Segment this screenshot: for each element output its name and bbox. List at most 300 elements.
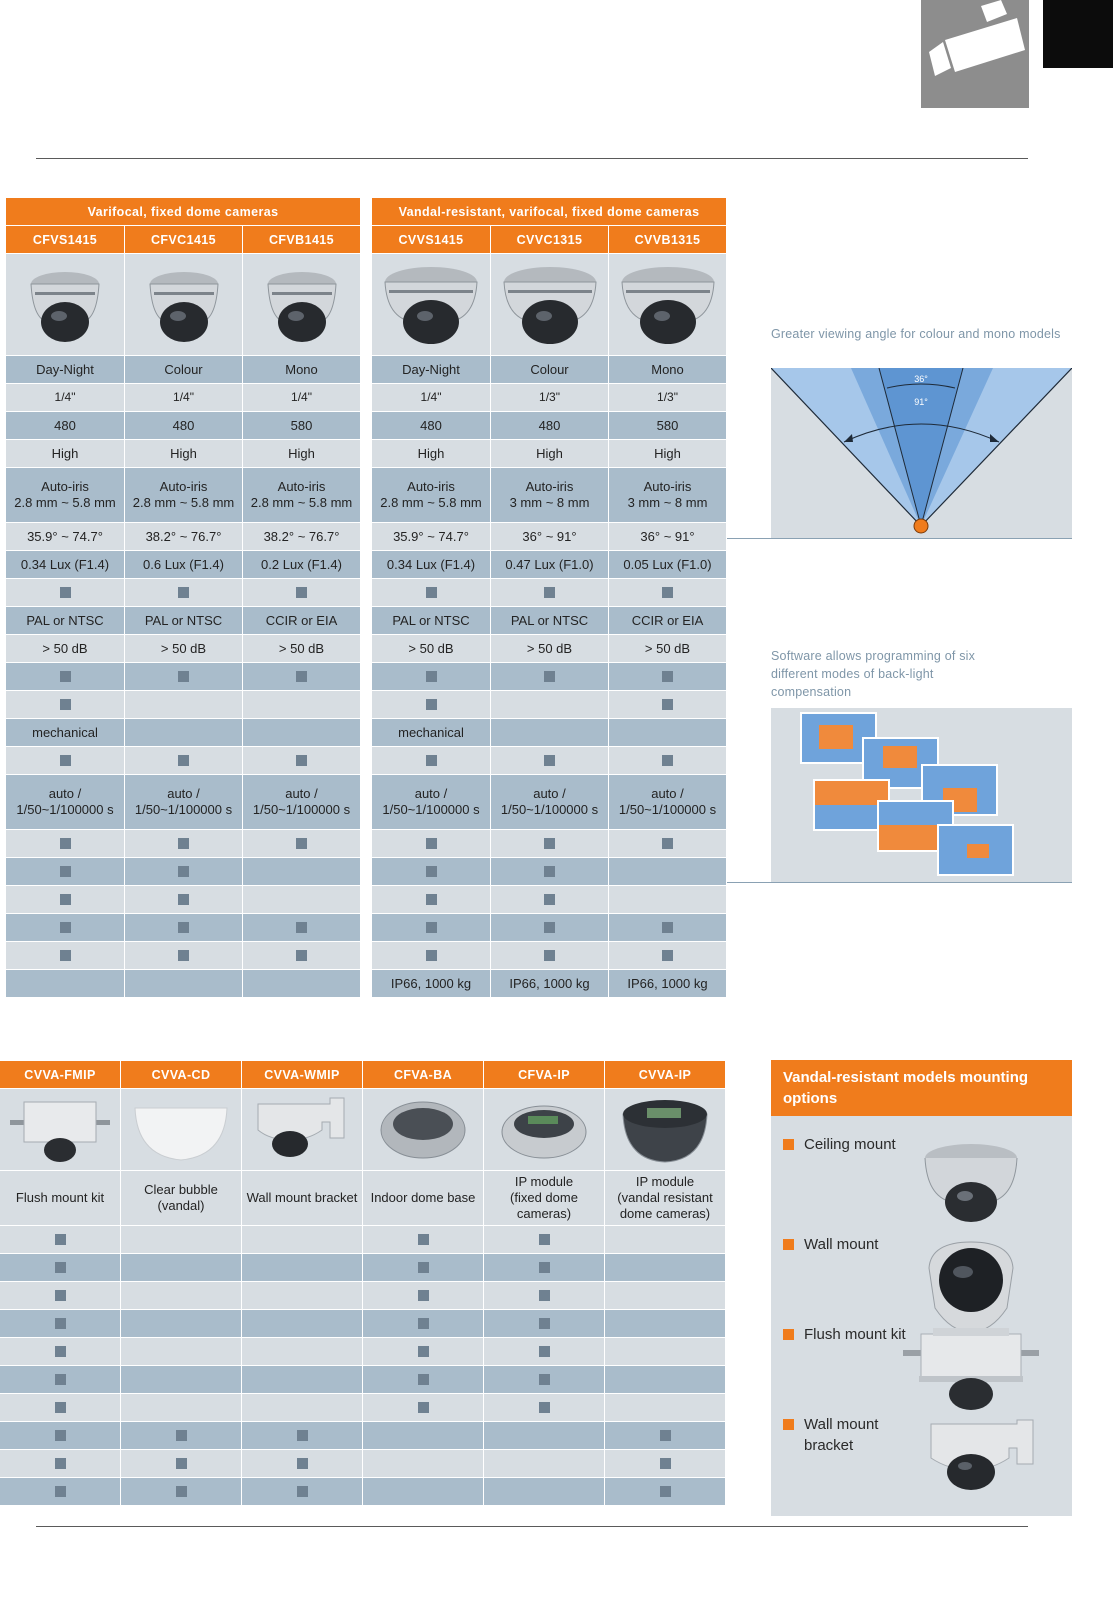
- inner-angle-label: 36°: [914, 374, 928, 384]
- cell-text: > 50 dB: [160, 640, 207, 656]
- fixed-dome-spec-table: [6, 198, 360, 997]
- spec-cell: [491, 579, 608, 606]
- cell-text: auto / 1/50~1/100000 s: [382, 786, 480, 817]
- accessory-cell: [484, 1394, 604, 1421]
- accessory-cell: [484, 1254, 604, 1281]
- cell-text: 580: [656, 417, 679, 433]
- feature-check-icon: [418, 1262, 429, 1273]
- feature-check-icon: [55, 1318, 66, 1329]
- camera-photo-cell: [491, 254, 608, 355]
- spec-cell: [243, 719, 360, 746]
- blc-diagram: [771, 708, 1072, 882]
- feature-check-icon: [55, 1430, 66, 1441]
- feature-check-icon: [418, 1290, 429, 1301]
- mount-option-wall: [783, 1234, 878, 1255]
- spec-cell: [609, 440, 726, 467]
- accessory-name: Clear bubble (vandal): [144, 1182, 218, 1213]
- spec-cell: [372, 719, 490, 746]
- accessory-photo-cell: [242, 1089, 362, 1170]
- model-header: [6, 226, 124, 253]
- spec-cell: [491, 468, 608, 522]
- spec-cell: [491, 412, 608, 439]
- spec-cell: [125, 607, 242, 634]
- spec-cell: [125, 579, 242, 606]
- sensor-size-text: 1/3": [657, 389, 678, 404]
- accessory-cell: [605, 1310, 725, 1337]
- spec-cell: [372, 970, 490, 997]
- spec-cell: [6, 468, 124, 522]
- spec-cell: [125, 663, 242, 690]
- spec-cell: [372, 551, 490, 578]
- spec-cell: [6, 747, 124, 774]
- cell-text: High: [417, 445, 445, 461]
- feature-check-icon: [55, 1486, 66, 1497]
- feature-check-icon: [539, 1374, 550, 1385]
- feature-check-icon: [426, 894, 437, 905]
- accessory-cell: [242, 1254, 362, 1281]
- feature-check-icon: [176, 1430, 187, 1441]
- wall-bracket-photo: [921, 1418, 1043, 1498]
- feature-check-icon: [296, 587, 307, 598]
- accessory-name: Flush mount kit: [15, 1190, 105, 1205]
- accessory-model-header: [363, 1061, 483, 1088]
- spec-cell: [372, 607, 490, 634]
- feature-check-icon: [660, 1486, 671, 1497]
- accessory-cell: [605, 1394, 725, 1421]
- spec-cell: [243, 886, 360, 913]
- spec-cell: [6, 914, 124, 941]
- feature-check-icon: [426, 755, 437, 766]
- model-header: [125, 226, 242, 253]
- spec-cell: [372, 635, 490, 662]
- feature-check-icon: [544, 838, 555, 849]
- model-header: [243, 226, 360, 253]
- accessory-model-header: [0, 1061, 120, 1088]
- sensor-size-text: 1/4": [173, 389, 194, 404]
- accessory-cell: [121, 1310, 241, 1337]
- accessory-name-cell: [121, 1171, 241, 1225]
- spec-cell: [125, 747, 242, 774]
- accessory-cell: [484, 1478, 604, 1505]
- model-header: [609, 226, 726, 253]
- accessory-cell: [0, 1282, 120, 1309]
- cell-text: auto / 1/50~1/100000 s: [16, 786, 114, 817]
- accessory-cell: [242, 1338, 362, 1365]
- mount-option-label: Flush mount kit: [804, 1326, 906, 1343]
- accessory-cell: [0, 1394, 120, 1421]
- accessory-cell: [242, 1394, 362, 1421]
- spec-cell: [609, 607, 726, 634]
- cell-text: > 50 dB: [408, 640, 454, 656]
- spec-cell: [372, 914, 490, 941]
- feature-check-icon: [176, 1486, 187, 1497]
- accessory-photo: [492, 1094, 596, 1166]
- cell-text: PAL or NTSC: [144, 612, 223, 628]
- spec-cell: [125, 440, 242, 467]
- accessory-cell: [363, 1450, 483, 1477]
- spec-cell: [125, 858, 242, 885]
- spec-cell: [491, 440, 608, 467]
- viewing-angle-rule: [727, 538, 1072, 539]
- cell-text: PAL or NTSC: [510, 612, 589, 628]
- feature-check-icon: [426, 671, 437, 682]
- group-title: [6, 198, 360, 225]
- feature-check-icon: [55, 1374, 66, 1385]
- mount-option-ceiling: [783, 1134, 896, 1155]
- accessory-cell: [484, 1366, 604, 1393]
- feature-check-icon: [60, 587, 71, 598]
- feature-check-icon: [60, 922, 71, 933]
- cell-text: Auto-iris 2.8 mm ~ 5.8 mm: [14, 479, 116, 510]
- cell-text: 480: [538, 417, 561, 433]
- bullet-icon: [783, 1239, 794, 1250]
- accessory-cell: [0, 1310, 120, 1337]
- feature-check-icon: [426, 922, 437, 933]
- spec-cell: [6, 970, 124, 997]
- accessory-cell: [242, 1450, 362, 1477]
- accessory-cell: [484, 1422, 604, 1449]
- feature-check-icon: [544, 587, 555, 598]
- spec-cell: [491, 356, 608, 383]
- camera-photo-cell: [6, 254, 124, 355]
- accessory-photo-cell: [484, 1089, 604, 1170]
- mount-option-flush: [783, 1324, 914, 1345]
- spec-cell: [609, 970, 726, 997]
- spec-cell: [6, 523, 124, 550]
- accessory-photo-cell: [363, 1089, 483, 1170]
- feature-check-icon: [60, 950, 71, 961]
- spec-cell: [372, 858, 490, 885]
- accessory-cell: [242, 1478, 362, 1505]
- spec-cell: [125, 523, 242, 550]
- model-name: CFVB1415: [268, 232, 335, 247]
- cell-text: Colour: [164, 361, 203, 377]
- cell-text: Day-Night: [36, 361, 94, 377]
- feature-check-icon: [60, 699, 71, 710]
- accessory-cell: [121, 1394, 241, 1421]
- cell-text: 0.2 Lux (F1.4): [261, 556, 342, 572]
- accessory-photo: [8, 1094, 112, 1166]
- feature-check-icon: [55, 1234, 66, 1245]
- spec-cell: [243, 663, 360, 690]
- feature-check-icon: [418, 1402, 429, 1413]
- spec-cell: [491, 886, 608, 913]
- spec-cell: [243, 440, 360, 467]
- accessory-model-name: CVVA-CD: [151, 1067, 211, 1082]
- feature-check-icon: [426, 866, 437, 877]
- outer-angle-label: 91°: [914, 397, 928, 407]
- feature-check-icon: [178, 950, 189, 961]
- spec-cell: [372, 663, 490, 690]
- feature-check-icon: [297, 1430, 308, 1441]
- feature-check-icon: [176, 1458, 187, 1469]
- feature-check-icon: [178, 671, 189, 682]
- spec-cell: [125, 942, 242, 969]
- header-rule: [36, 158, 1028, 159]
- spec-cell: [491, 775, 608, 829]
- accessory-cell: [0, 1226, 120, 1253]
- dome-camera-photo: [502, 260, 598, 350]
- feature-check-icon: [662, 587, 673, 598]
- accessory-model-header: [242, 1061, 362, 1088]
- spec-cell: [6, 551, 124, 578]
- cell-text: auto / 1/50~1/100000 s: [500, 786, 599, 817]
- accessory-model-name: CVVA-WMIP: [264, 1067, 340, 1082]
- model-header: [372, 226, 490, 253]
- spec-cell: [372, 468, 490, 522]
- mount-option-label: Wall mount: [804, 1236, 879, 1253]
- feature-check-icon: [297, 1486, 308, 1497]
- spec-cell: [125, 384, 242, 411]
- accessory-cell: [242, 1310, 362, 1337]
- feature-check-icon: [178, 922, 189, 933]
- spec-cell: [372, 775, 490, 829]
- cell-text: Auto-iris 3 mm ~ 8 mm: [627, 479, 708, 510]
- accessory-cell: [484, 1226, 604, 1253]
- accessory-cell: [484, 1450, 604, 1477]
- spec-cell: [372, 412, 490, 439]
- accessory-cell: [363, 1310, 483, 1337]
- feature-check-icon: [539, 1262, 550, 1273]
- accessory-cell: [363, 1366, 483, 1393]
- feature-check-icon: [660, 1458, 671, 1469]
- feature-check-icon: [55, 1346, 66, 1357]
- spec-cell: [491, 830, 608, 857]
- spec-cell: [6, 886, 124, 913]
- accessory-photo-cell: [0, 1089, 120, 1170]
- cell-text: 0.47 Lux (F1.0): [505, 556, 594, 572]
- spec-cell: [6, 412, 124, 439]
- spec-cell: [609, 384, 726, 411]
- accessory-cell: [605, 1422, 725, 1449]
- cell-text: 580: [290, 417, 313, 433]
- accessory-model-name: CVVA-FMIP: [24, 1067, 96, 1082]
- spec-cell: [125, 635, 242, 662]
- model-header: [491, 226, 608, 253]
- spec-cell: [609, 886, 726, 913]
- accessory-cell: [605, 1366, 725, 1393]
- spec-cell: [609, 635, 726, 662]
- dome-camera-photo: [620, 260, 716, 350]
- spec-cell: [243, 970, 360, 997]
- feature-check-icon: [660, 1430, 671, 1441]
- accessory-cell: [605, 1338, 725, 1365]
- cell-text: > 50 dB: [644, 640, 691, 656]
- accessory-cell: [121, 1282, 241, 1309]
- spec-cell: [372, 886, 490, 913]
- cell-text: 36° ~ 91°: [522, 528, 577, 544]
- accessory-name-cell: [242, 1171, 362, 1225]
- cell-text: 38.2° ~ 76.7°: [263, 528, 340, 544]
- feature-check-icon: [60, 866, 71, 877]
- mount-option-label: Wall mount bracket: [804, 1416, 879, 1454]
- flush-mount-photo: [903, 1328, 1039, 1416]
- cell-text: 38.2° ~ 76.7°: [145, 528, 222, 544]
- spec-cell: [372, 747, 490, 774]
- group-title-text: Vandal-resistant, varifocal, fixed dome cameras: [398, 204, 700, 219]
- accessory-cell: [363, 1422, 483, 1449]
- cell-text: auto / 1/50~1/100000 s: [618, 786, 717, 817]
- spec-cell: [6, 635, 124, 662]
- feature-check-icon: [539, 1346, 550, 1357]
- model-name: CVVC1315: [516, 232, 583, 247]
- accessory-cell: [363, 1478, 483, 1505]
- sensor-size-text: 1/3": [539, 389, 560, 404]
- bullet-icon: [783, 1419, 794, 1430]
- feature-check-icon: [544, 922, 555, 933]
- model-name: CFVC1415: [150, 232, 217, 247]
- cell-text: Mono: [285, 361, 318, 377]
- cell-text: PAL or NTSC: [26, 612, 104, 628]
- feature-check-icon: [539, 1318, 550, 1329]
- blc-rule: [727, 882, 1072, 883]
- feature-check-icon: [296, 671, 307, 682]
- feature-check-icon: [178, 894, 189, 905]
- vandal-dome-spec-table: [372, 198, 726, 997]
- spec-cell: [243, 775, 360, 829]
- accessory-cell: [242, 1422, 362, 1449]
- accessory-name: IP module (fixed dome cameras): [510, 1174, 578, 1221]
- spec-cell: [609, 942, 726, 969]
- feature-check-icon: [539, 1402, 550, 1413]
- spec-cell: [491, 858, 608, 885]
- spec-cell: [6, 942, 124, 969]
- spec-cell: [372, 830, 490, 857]
- cell-text: 0.34 Lux (F1.4): [20, 556, 110, 572]
- spec-cell: [491, 914, 608, 941]
- cell-text: Mono: [651, 361, 684, 377]
- sensor-size-text: 1/4": [291, 389, 312, 404]
- accessory-cell: [363, 1226, 483, 1253]
- accessory-cell: [363, 1254, 483, 1281]
- accessory-photo: [613, 1094, 717, 1166]
- feature-check-icon: [55, 1262, 66, 1273]
- spec-cell: [491, 607, 608, 634]
- cell-text: High: [654, 445, 681, 461]
- accessory-cell: [605, 1282, 725, 1309]
- cell-text: Auto-iris 2.8 mm ~ 5.8 mm: [380, 479, 482, 510]
- spec-cell: [6, 858, 124, 885]
- feature-check-icon: [544, 866, 555, 877]
- spec-cell: [6, 579, 124, 606]
- spec-cell: [491, 384, 608, 411]
- cell-text: mechanical: [398, 724, 464, 740]
- cell-text: 0.34 Lux (F1.4): [386, 556, 476, 572]
- feature-check-icon: [296, 922, 307, 933]
- accessory-cell: [242, 1226, 362, 1253]
- accessory-cell: [484, 1310, 604, 1337]
- accessory-cell: [0, 1338, 120, 1365]
- accessory-cell: [0, 1366, 120, 1393]
- feature-check-icon: [662, 755, 673, 766]
- accessory-photo-cell: [605, 1089, 725, 1170]
- spec-cell: [491, 551, 608, 578]
- dome-camera-photo: [17, 260, 113, 350]
- feature-check-icon: [178, 755, 189, 766]
- spec-cell: [243, 747, 360, 774]
- mounting-options-title: Vandal-resistant models mounting options: [771, 1060, 1072, 1116]
- spec-cell: [243, 830, 360, 857]
- accessory-model-name: CFVA-BA: [393, 1067, 453, 1082]
- cell-text: 480: [54, 417, 76, 433]
- feature-check-icon: [662, 671, 673, 682]
- cell-text: CCIR or EIA: [631, 612, 704, 628]
- spec-cell: [243, 635, 360, 662]
- spec-cell: [243, 412, 360, 439]
- accessory-cell: [121, 1254, 241, 1281]
- spec-cell: [243, 523, 360, 550]
- model-name: CFVS1415: [32, 232, 98, 247]
- spec-cell: [609, 551, 726, 578]
- spec-cell: [491, 970, 608, 997]
- accessory-cell: [363, 1394, 483, 1421]
- feature-check-icon: [296, 838, 307, 849]
- spec-cell: [609, 775, 726, 829]
- feature-check-icon: [426, 838, 437, 849]
- accessory-cell: [121, 1478, 241, 1505]
- spec-cell: [6, 663, 124, 690]
- spec-cell: [609, 914, 726, 941]
- spec-cell: [243, 942, 360, 969]
- spec-cell: [243, 384, 360, 411]
- accessory-photo: [129, 1094, 233, 1166]
- mount-option-label: Ceiling mount: [804, 1136, 896, 1153]
- accessory-name-cell: [0, 1171, 120, 1225]
- feature-check-icon: [544, 755, 555, 766]
- viewing-angle-caption: Greater viewing angle for colour and mono models: [771, 327, 1061, 341]
- accessory-cell: [242, 1282, 362, 1309]
- feature-check-icon: [178, 838, 189, 849]
- spec-cell: [372, 384, 490, 411]
- cell-text: High: [51, 445, 79, 461]
- spec-cell: [609, 747, 726, 774]
- cell-text: Auto-iris 2.8 mm ~ 5.8 mm: [132, 479, 235, 510]
- spec-cell: [609, 579, 726, 606]
- feature-check-icon: [178, 587, 189, 598]
- spec-cell: [125, 886, 242, 913]
- accessory-cell: [605, 1226, 725, 1253]
- accessories-table: [0, 1061, 726, 1505]
- sensor-size-text: 1/4": [54, 389, 76, 404]
- spec-cell: [609, 719, 726, 746]
- accessory-cell: [484, 1338, 604, 1365]
- feature-check-icon: [544, 671, 555, 682]
- cell-text: Colour: [530, 361, 569, 377]
- accessory-name: IP module (vandal resistant dome cameras): [617, 1174, 713, 1221]
- accessory-cell: [242, 1366, 362, 1393]
- spec-cell: [491, 691, 608, 718]
- feature-check-icon: [60, 894, 71, 905]
- spec-cell: [491, 942, 608, 969]
- feature-check-icon: [418, 1318, 429, 1329]
- spec-cell: [372, 579, 490, 606]
- feature-check-icon: [418, 1346, 429, 1357]
- cell-text: High: [288, 445, 315, 461]
- cell-text: > 50 dB: [42, 640, 88, 656]
- cell-text: auto / 1/50~1/100000 s: [252, 786, 351, 817]
- spec-cell: [491, 719, 608, 746]
- spec-cell: [125, 914, 242, 941]
- feature-check-icon: [544, 894, 555, 905]
- cell-text: 35.9° ~ 74.7°: [393, 528, 469, 544]
- wall-mount-photo: [921, 1238, 1021, 1334]
- cell-text: > 50 dB: [526, 640, 573, 656]
- feature-check-icon: [662, 699, 673, 710]
- spec-cell: [243, 858, 360, 885]
- spec-cell: [125, 468, 242, 522]
- mount-option-bracket: [783, 1414, 914, 1456]
- cell-text: 36° ~ 91°: [640, 528, 695, 544]
